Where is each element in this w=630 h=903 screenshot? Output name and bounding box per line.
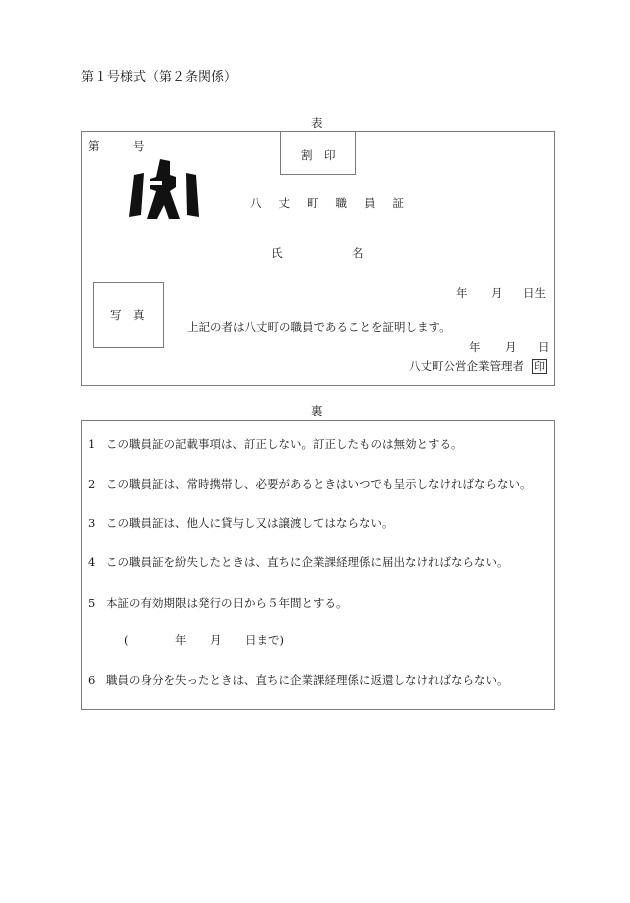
rule-text: この職員証の記載事項は、訂正しない。訂正したものは無効とする。 [106, 437, 463, 451]
name-label-2: 名 [352, 246, 364, 260]
seal-label: 割 印 [301, 148, 336, 162]
expiry-open: ( [124, 633, 129, 647]
issuer-seal: 印 [534, 360, 545, 373]
issue-day: 日 [538, 340, 550, 354]
expiry-year: 年 [175, 633, 187, 647]
rule-number: 6 [88, 673, 96, 687]
birth-year: 年 [456, 286, 468, 300]
rule-item [88, 477, 532, 491]
rule-number: 5 [88, 596, 96, 610]
form-title: 第１号様式（第２条関係） [81, 70, 238, 85]
issuer-line [409, 359, 547, 374]
rule-text: この職員証は、常時携帯し、必要があるときはいつでも呈示しなければならない。 [106, 477, 532, 491]
rule-item [88, 596, 348, 610]
rule-item [88, 516, 394, 530]
name-label-1: 氏 [271, 246, 283, 260]
rule-text: この職員証を紛失したときは、直ちに企業課経理係に届出なければならない。 [106, 555, 509, 569]
back-label: 裏 [311, 404, 323, 418]
rule-text: 職員の身分を失ったときは、直ちに企業課経理係に返還しなければならない。 [106, 673, 509, 687]
certification-text: 上記の者は八丈町の職員であることを証明します。 [187, 320, 451, 334]
card-title: 八丈町職員証 [250, 196, 421, 210]
expiry-month: 月 [210, 633, 222, 647]
rule-number: 4 [88, 555, 96, 569]
front-label: 表 [311, 116, 323, 130]
number-prefix: 第 [88, 139, 100, 153]
rule-item [88, 673, 509, 687]
birth-day: 日生 [523, 286, 546, 300]
expiry-day: 日まで) [245, 633, 284, 647]
rule-number: 1 [88, 437, 96, 451]
rule-item [88, 437, 463, 451]
photo-label: 写 真 [110, 308, 145, 322]
rule-number: 2 [88, 477, 96, 491]
rule-item [88, 555, 509, 569]
rule-text: この職員証は、他人に貸与し又は譲渡してはならない。 [106, 516, 394, 530]
birth-month: 月 [491, 286, 503, 300]
number-suffix: 号 [133, 139, 145, 153]
rule-number: 3 [88, 516, 96, 530]
town-emblem-icon [124, 157, 204, 225]
issue-year: 年 [469, 340, 481, 354]
issue-month: 月 [505, 340, 517, 354]
issuer-name: 八丈町公営企業管理者 [409, 359, 524, 373]
rule-text: 本証の有効期限は発行の日から５年間とする。 [106, 596, 348, 610]
